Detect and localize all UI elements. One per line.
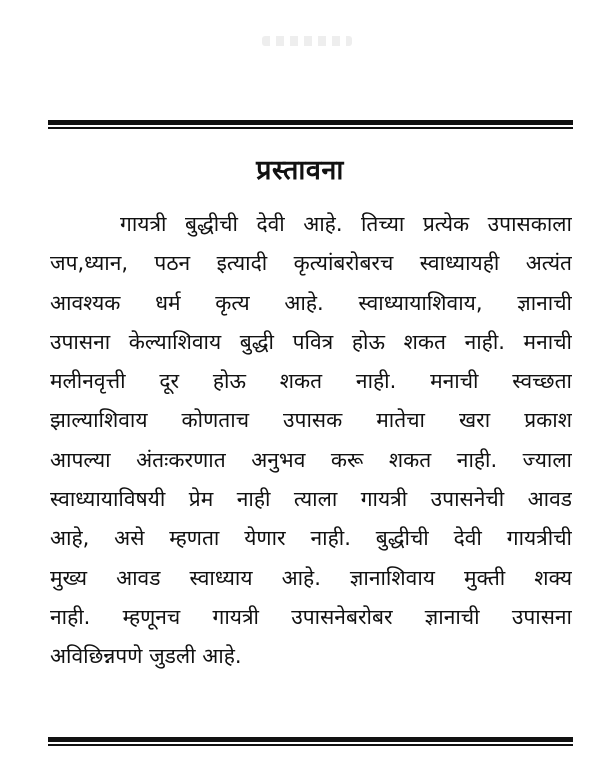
paragraph-line: उपासना केल्याशिवाय बुद्धी पवित्र होऊ शकत नाही. मनाची [50, 329, 572, 354]
paragraph-line: नाही. म्हणूनच गायत्री उपासनेबरोबर ज्ञानाची उपासना [50, 604, 572, 629]
paragraph-line: आपल्या अंतःकरणात अनुभव करू शकत नाही. ज्याला [50, 447, 572, 472]
paragraph-line: अविछिन्नपणे जुडली आहे. [50, 644, 242, 669]
bottom-rule-thin [48, 744, 573, 746]
paragraph-line: झाल्याशिवाय कोणताच उपासक मातेचा खरा प्रकाश [50, 408, 572, 433]
top-rule-thin [48, 127, 573, 129]
preface-paragraph [50, 205, 572, 677]
paragraph-line: आवश्यक धर्म कृत्य आहे. स्वाध्यायाशिवाय, ज्ञानाची [50, 290, 572, 315]
top-rule-thick [48, 120, 573, 125]
paragraph-line: आहे, असे म्हणता येणार नाही. बुद्धीची देवी गायत्रीची [50, 526, 572, 551]
page-title: प्रस्तावना [256, 155, 344, 186]
paragraph-line: स्वाध्यायाविषयी प्रेम नाही त्याला गायत्री उपासनेची आवड [50, 487, 572, 512]
paragraph-line: मुख्य आवड स्वाध्याय आहे. ज्ञानाशिवाय मुक्ती शक्य [50, 565, 572, 590]
bottom-rule-thick [48, 737, 573, 742]
paragraph-line: जप,ध्यान, पठन इत्यादी कृत्यांबरोबरच स्वाध्यायही अत्यंत [50, 251, 572, 276]
bleed-through-header-mark [262, 36, 352, 46]
paragraph-line: मलीनवृत्ती दूर होऊ शकत नाही. मनाची स्वच्छता [50, 369, 572, 394]
paragraph-line: गायत्री बुद्धीची देवी आहे. तिच्या प्रत्येक उपासकाला [120, 212, 572, 236]
